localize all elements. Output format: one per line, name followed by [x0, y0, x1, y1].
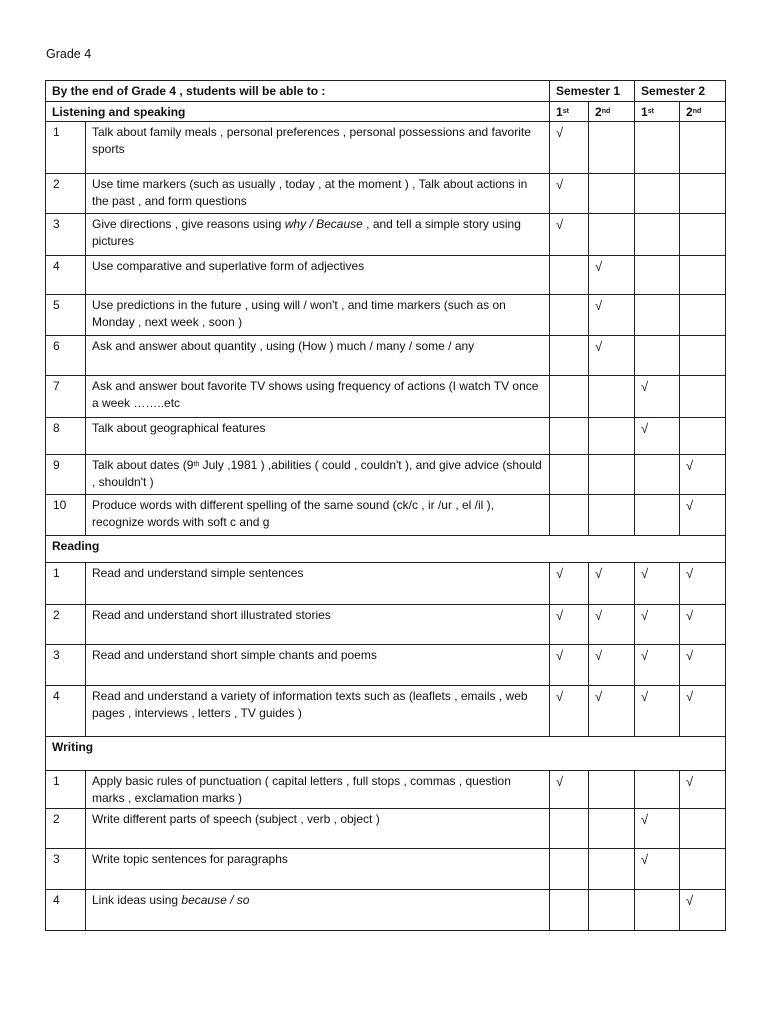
outcome-text: Ask and answer about quantity , using (How ) much / many / some / any — [86, 336, 550, 376]
check-mark-icon: √ — [556, 689, 564, 704]
table-row — [46, 495, 726, 536]
check-cell — [550, 809, 589, 849]
semester-1-header: Semester 1 — [550, 81, 635, 102]
outcome-text: Read and understand a variety of information texts such as (leaflets , emails , web pages , interviews , letters , TV guides ) — [86, 686, 550, 737]
header-row — [46, 81, 726, 102]
check-mark-icon: √ — [686, 498, 694, 513]
check-cell — [589, 495, 635, 536]
outcome-text: Write different parts of speech (subject , verb , object ) — [86, 809, 550, 849]
check-cell — [589, 376, 635, 418]
curriculum-table — [45, 80, 726, 931]
check-cell — [635, 605, 680, 645]
check-mark-icon: √ — [686, 608, 694, 623]
check-cell — [635, 174, 680, 214]
check-cell — [589, 686, 635, 737]
check-cell — [680, 214, 726, 256]
sem2-second-header: 2nd — [680, 102, 726, 122]
check-mark-icon: √ — [595, 608, 603, 623]
section-title: Reading — [46, 536, 726, 563]
table-row — [46, 686, 726, 737]
check-mark-icon: √ — [595, 689, 603, 704]
check-cell — [589, 605, 635, 645]
check-cell — [680, 495, 726, 536]
row-number: 4 — [46, 256, 86, 295]
row-number: 2 — [46, 605, 86, 645]
semester-2-header: Semester 2 — [635, 81, 726, 102]
check-cell — [589, 645, 635, 686]
check-cell — [635, 771, 680, 809]
table-row — [46, 771, 726, 809]
row-number: 10 — [46, 495, 86, 536]
check-cell — [550, 771, 589, 809]
check-cell — [635, 455, 680, 495]
row-number: 1 — [46, 122, 86, 174]
table-row — [46, 809, 726, 849]
check-mark-icon: √ — [641, 421, 649, 436]
check-cell — [589, 174, 635, 214]
row-number: 8 — [46, 418, 86, 455]
check-cell — [589, 455, 635, 495]
sem1-second-header: 2nd — [589, 102, 635, 122]
check-cell — [680, 771, 726, 809]
check-cell — [680, 455, 726, 495]
check-cell — [635, 336, 680, 376]
table-row — [46, 295, 726, 336]
outcome-text: Use predictions in the future , using will / won't , and time markers (such as on Monday , next week , soon ) — [86, 295, 550, 336]
check-cell — [550, 686, 589, 737]
outcome-text: Talk about geographical features — [86, 418, 550, 455]
check-mark-icon: √ — [595, 566, 603, 581]
check-cell — [680, 849, 726, 890]
section-header-row — [46, 536, 726, 563]
table-row — [46, 455, 726, 495]
table-row — [46, 214, 726, 256]
outcome-text: Talk about family meals , personal preferences , personal possessions and favorite sports — [86, 122, 550, 174]
table-row — [46, 376, 726, 418]
sem1-first-header: 1st — [550, 102, 589, 122]
row-number: 2 — [46, 174, 86, 214]
check-cell — [589, 809, 635, 849]
outcome-text — [86, 890, 550, 931]
check-cell — [680, 686, 726, 737]
check-mark-icon: √ — [595, 259, 603, 274]
check-cell — [550, 295, 589, 336]
outcome-text: Ask and answer bout favorite TV shows using frequency of actions (I watch TV once a week ……..etc — [86, 376, 550, 418]
table-row — [46, 645, 726, 686]
check-mark-icon: √ — [641, 379, 649, 394]
check-mark-icon: √ — [556, 774, 564, 789]
text-part: July ,1981 ) ,abilities ( could , couldn't ), and give advice (should , shouldn't ) — [92, 458, 542, 489]
check-mark-icon: √ — [556, 566, 564, 581]
check-mark-icon: √ — [595, 648, 603, 663]
check-mark-icon: √ — [556, 608, 564, 623]
outcome-text: Write topic sentences for paragraphs — [86, 849, 550, 890]
check-mark-icon: √ — [686, 689, 694, 704]
check-cell — [635, 495, 680, 536]
check-mark-icon: √ — [641, 852, 649, 867]
table-row — [46, 418, 726, 455]
check-cell — [550, 890, 589, 931]
text-part: , and tell a simple story using pictures — [92, 217, 521, 248]
check-cell — [589, 214, 635, 256]
check-cell — [550, 645, 589, 686]
check-cell — [550, 214, 589, 256]
table-row — [46, 605, 726, 645]
check-mark-icon: √ — [686, 566, 694, 581]
check-cell — [635, 645, 680, 686]
page-title: Grade 4 — [46, 47, 92, 61]
check-cell — [550, 376, 589, 418]
check-cell — [589, 890, 635, 931]
text-part: Talk about dates (9 — [92, 458, 194, 472]
table-row — [46, 122, 726, 174]
check-mark-icon: √ — [641, 812, 649, 827]
check-cell — [635, 295, 680, 336]
check-cell — [680, 256, 726, 295]
section-title: Writing — [46, 737, 726, 771]
check-mark-icon: √ — [595, 298, 603, 313]
check-mark-icon: √ — [641, 689, 649, 704]
check-cell — [680, 645, 726, 686]
check-cell — [680, 809, 726, 849]
check-cell — [635, 563, 680, 605]
outcome-text: Use time markers (such as usually , today , at the moment ) , Talk about actions in the past , and form questions — [86, 174, 550, 214]
check-cell — [589, 336, 635, 376]
check-cell — [635, 256, 680, 295]
check-cell — [635, 686, 680, 737]
outcome-text: Read and understand simple sentences — [86, 563, 550, 605]
check-cell — [550, 605, 589, 645]
check-cell — [589, 771, 635, 809]
row-number: 1 — [46, 771, 86, 809]
row-number: 7 — [46, 376, 86, 418]
check-cell — [680, 418, 726, 455]
section-header-row — [46, 102, 726, 122]
row-number: 5 — [46, 295, 86, 336]
check-cell — [680, 563, 726, 605]
row-number: 3 — [46, 849, 86, 890]
outcome-text — [86, 455, 550, 495]
section-header-row — [46, 737, 726, 771]
outcome-text: Read and understand short illustrated stories — [86, 605, 550, 645]
check-mark-icon: √ — [595, 339, 603, 354]
check-mark-icon: √ — [686, 774, 694, 789]
row-number: 3 — [46, 214, 86, 256]
check-cell — [550, 174, 589, 214]
sem2-first-header: 1st — [635, 102, 680, 122]
check-cell — [680, 295, 726, 336]
table-row — [46, 890, 726, 931]
check-cell — [589, 563, 635, 605]
check-cell — [635, 809, 680, 849]
row-number: 1 — [46, 563, 86, 605]
outcome-text: Use comparative and superlative form of adjectives — [86, 256, 550, 295]
check-cell — [680, 605, 726, 645]
check-mark-icon: √ — [686, 458, 694, 473]
table-row — [46, 849, 726, 890]
check-mark-icon: √ — [556, 217, 564, 232]
check-cell — [589, 122, 635, 174]
italic-text: because / so — [181, 893, 250, 907]
check-mark-icon: √ — [641, 648, 649, 663]
check-cell — [635, 376, 680, 418]
check-cell — [550, 256, 589, 295]
row-number: 6 — [46, 336, 86, 376]
check-cell — [680, 122, 726, 174]
check-cell — [635, 122, 680, 174]
table-row — [46, 174, 726, 214]
check-cell — [635, 214, 680, 256]
row-number: 4 — [46, 686, 86, 737]
table-row — [46, 563, 726, 605]
check-cell — [680, 890, 726, 931]
check-mark-icon: √ — [641, 566, 649, 581]
check-cell — [680, 174, 726, 214]
check-cell — [550, 849, 589, 890]
check-mark-icon: √ — [556, 648, 564, 663]
check-cell — [550, 418, 589, 455]
table-row — [46, 336, 726, 376]
check-cell — [550, 563, 589, 605]
check-cell — [635, 849, 680, 890]
text-part: Link ideas using — [92, 893, 182, 907]
superscript-text: th — [193, 461, 200, 468]
check-cell — [550, 336, 589, 376]
table-row — [46, 256, 726, 295]
check-cell — [550, 122, 589, 174]
outcome-text: Apply basic rules of punctuation ( capital letters , full stops , commas , question marks , exclamation marks ) — [86, 771, 550, 809]
row-number: 9 — [46, 455, 86, 495]
intro-header: By the end of Grade 4 , students will be able to : — [46, 81, 550, 102]
check-cell — [589, 418, 635, 455]
check-cell — [635, 418, 680, 455]
outcome-text: Produce words with different spelling of the same sound (ck/c , ir /ur , el /il ), recognize words with soft c and g — [86, 495, 550, 536]
check-mark-icon: √ — [686, 893, 694, 908]
text-part: Give directions , give reasons using — [92, 217, 285, 231]
check-mark-icon: √ — [641, 608, 649, 623]
italic-text: why / Because — [284, 217, 363, 231]
check-cell — [589, 256, 635, 295]
check-mark-icon: √ — [686, 648, 694, 663]
check-cell — [635, 890, 680, 931]
row-number: 2 — [46, 809, 86, 849]
outcome-text: Read and understand short simple chants and poems — [86, 645, 550, 686]
check-mark-icon: √ — [556, 177, 564, 192]
row-number: 4 — [46, 890, 86, 931]
check-cell — [550, 495, 589, 536]
check-cell — [680, 376, 726, 418]
check-cell — [589, 849, 635, 890]
check-cell — [680, 336, 726, 376]
check-cell — [550, 455, 589, 495]
section-title: Listening and speaking — [46, 102, 550, 122]
check-mark-icon: √ — [556, 125, 564, 140]
outcome-text — [86, 214, 550, 256]
check-cell — [589, 295, 635, 336]
row-number: 3 — [46, 645, 86, 686]
